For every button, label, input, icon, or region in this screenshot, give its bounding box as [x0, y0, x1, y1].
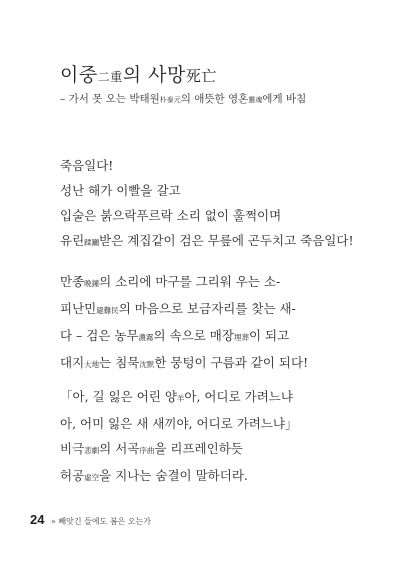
line-text: 을 리프레인하듯 [154, 441, 243, 456]
poem-line [60, 228, 353, 255]
dedication-hanja: 靈魂 [248, 96, 263, 104]
line-text: 한 뭉텅이 구름과 같이 되다! [154, 355, 309, 370]
line-text: 의 서곡 [99, 441, 140, 456]
poem-line [60, 463, 298, 490]
poem-line [60, 269, 308, 296]
line-text: 의 속으로 매장 [153, 328, 234, 343]
title-hanja: 死亡 [185, 67, 217, 85]
line-text: 이 되고 [248, 328, 290, 343]
line-text: 받은 계집같이 검은 무릎에 곤두치고 죽음일다! [99, 233, 354, 248]
line-text: 아, 어디로 가려느냐 [184, 389, 293, 404]
poem-line [60, 384, 298, 411]
line-text: 을 지나는 숨결이 말하더라. [99, 468, 248, 483]
line-hanja: 虛空 [84, 473, 100, 482]
poem-line [60, 350, 308, 377]
line-text: 비극 [60, 441, 85, 456]
line-text: 는 침묵 [99, 355, 140, 370]
poem-line: 성난 해가 이빨을 갈고 [60, 183, 181, 198]
title-text-mid: 의 사망 [122, 64, 186, 86]
line-hanja: 沈默 [139, 360, 155, 369]
dedication-text: 에게 바침 [262, 93, 307, 105]
dedication-text: 의 애뜻한 영혼 [180, 93, 249, 105]
line-text: 「아, 길 잃은 어린 양 [60, 389, 177, 404]
stanza-2 [60, 269, 308, 377]
page-number: 24 [30, 512, 45, 527]
dedication-text: – 가서 못 오는 박태원 [60, 93, 160, 105]
line-hanja: 大地 [84, 360, 100, 369]
line-text: 허공 [60, 468, 85, 483]
line-text: 다 – 검은 농무 [60, 328, 139, 343]
line-hanja: 序曲 [139, 446, 155, 455]
line-hanja: 悲劇 [84, 446, 100, 455]
line-text: 의 마음으로 보금자리를 찾는 새- [118, 301, 296, 316]
poem-line [60, 296, 308, 323]
line-text: 피난민 [60, 301, 97, 316]
page-footer [30, 511, 151, 529]
poem-line [60, 436, 298, 463]
title-text: 이중 [60, 64, 98, 86]
stanza-1 [60, 153, 353, 255]
line-text: 만종 [60, 274, 85, 289]
line-hanja: 晩鐘 [84, 279, 100, 288]
line-text: 의 소리에 마구를 그리워 우는 소- [99, 274, 281, 289]
line-hanja: 蹂躪 [84, 238, 100, 247]
poem-line: 죽음일다! [60, 158, 114, 173]
line-hanja: 埋葬 [233, 333, 249, 342]
line-text: 유린 [60, 233, 85, 248]
poem-line: 아, 어미 잃은 새 새끼야, 어디로 가려느냐」 [60, 416, 298, 431]
poem-title [60, 60, 217, 87]
poem-dedication [60, 91, 306, 106]
line-text: 대지 [60, 355, 85, 370]
poem-line: 입술은 붉으락푸르락 소리 없이 훌쩍이며 [60, 208, 282, 223]
line-hanja: 濃霧 [138, 333, 154, 342]
stanza-3 [60, 384, 298, 490]
title-hanja: 二重 [97, 70, 123, 84]
poem-line [60, 323, 308, 350]
book-title: » 빼앗긴 들에도 봄은 오는가 [50, 517, 151, 526]
line-hanja: 羊 [176, 394, 185, 403]
dedication-hanja: 朴泰元 [159, 96, 181, 104]
line-hanja: 避難民 [96, 306, 119, 315]
